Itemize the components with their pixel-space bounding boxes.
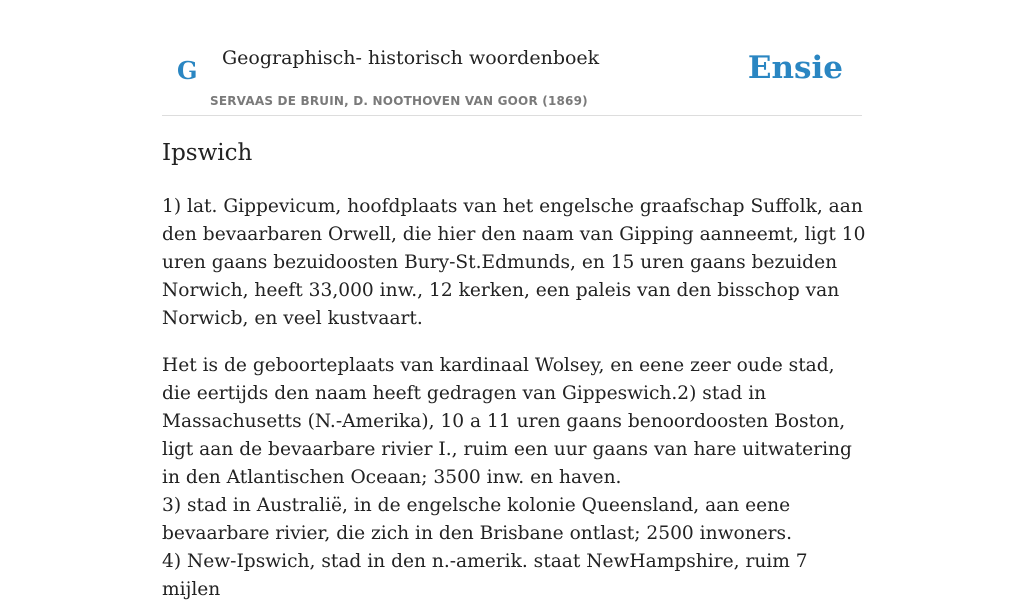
entry-line: Het is de geboorteplaats van kardinaal Wolsey, en eene zeer oude stad, die eertijds den naam heeft gedragen van Gippeswich.2) stad in Massachusetts (N.-Amerika), 10 a 11 uren gaans benoordoosten Boston, ligt aan de bevaarbare rivier I., ruim een uur gaans van hare uitwatering in den Atlantischen Oceaan; 3500 inw. en haven.: [162, 355, 852, 488]
entry-title: Ipswich: [162, 140, 253, 166]
entry-paragraph: [162, 352, 867, 604]
entry-content: [162, 193, 867, 604]
entry-line: 4) New-Ipswich, stad in den n.-amerik. staat NewHampshire, ruim 7 mijlen: [162, 551, 808, 600]
book-authors: SERVAAS DE BRUIN, D. NOOTHOVEN VAN GOOR (1869): [210, 94, 588, 108]
ensie-logo[interactable]: Ensie: [747, 50, 843, 86]
entry-line: 3) stad in Australië, in de engelsche kolonie Queensland, aan eene bevaarbare rivier, die zich in den Brisbane ontlast; 2500 inwoners.: [162, 495, 793, 544]
entry-paragraph: 1) lat. Gippevicum, hoofdplaats van het engelsche graafschap Suffolk, aan den bevaarbaren Orwell, die hier den naam van Gipping aanneemt, ligt 10 uren gaans bezuidoosten Bury-St.Edmunds, en 15 uren gaans bezuiden Norwich, heeft 33,000 inw., 12 kerken, een paleis van den bisschop van Norwicb, en veel kustvaart.: [162, 196, 866, 329]
book-letter-logo[interactable]: G: [177, 56, 198, 85]
site-header: [162, 38, 862, 116]
book-title-link[interactable]: Geographisch- historisch woordenboek: [222, 47, 600, 69]
